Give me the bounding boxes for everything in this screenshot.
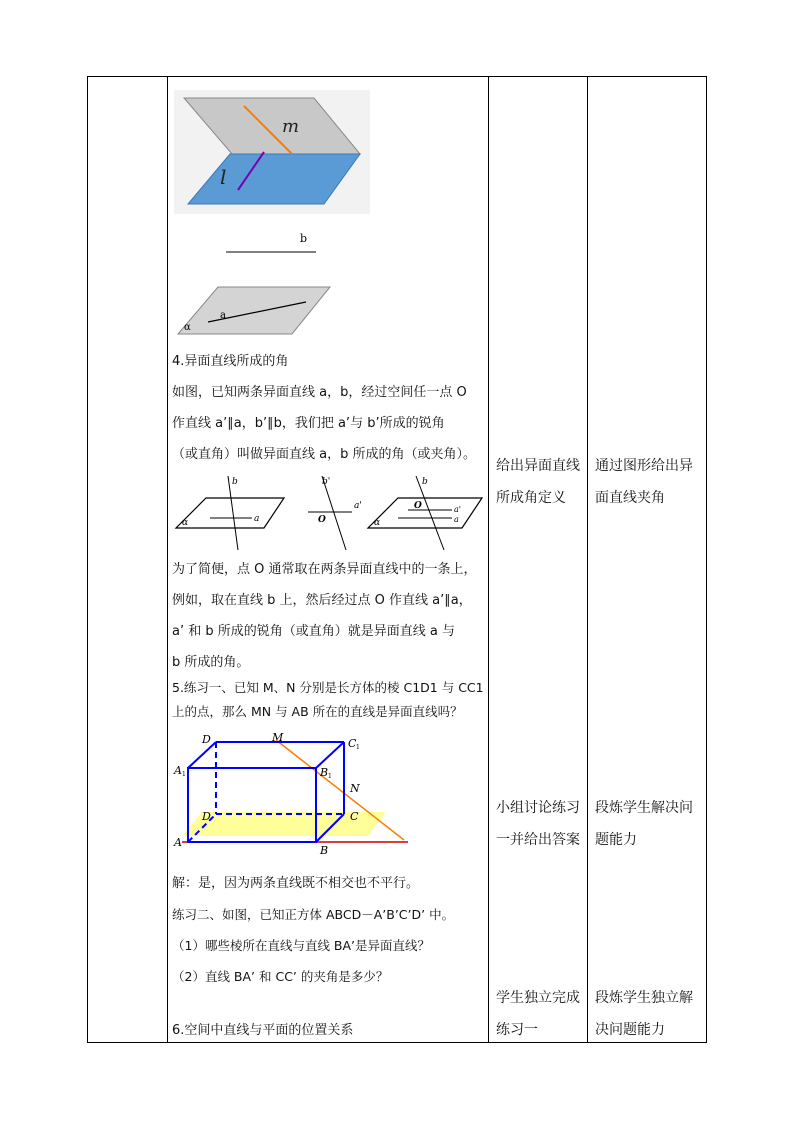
section-4-line: 作直线 a’∥a，b’∥b，我们把 a’与 b’所成的锐角 [172,416,445,431]
col3-row3-line: 学生独立完成 [496,990,580,1006]
edge-B1-C1 [316,742,344,768]
col3-row2 [496,792,580,856]
note-line: b 所成的角。 [172,655,250,670]
table-divider-2 [488,76,489,1043]
label-D: D [202,810,211,823]
label-l: l [220,165,227,189]
col3-row2-line: 一并给出答案 [496,832,580,848]
exercise-2-line: （2）直线 BA’ 和 CC’ 的夹角是多少？ [172,969,389,984]
col3-row1-line: 给出异面直线 [496,458,580,474]
col3-row1 [496,450,580,514]
label-a: a [220,310,226,321]
col4-row2-line: 题能力 [595,832,637,848]
exercise-2-line: 练习二、如图，已知正方体 ABCD－A’B’C’D’ 中。 [172,907,455,922]
line-b-3 [416,476,444,550]
label-D1: D [202,733,211,746]
label-N: N [350,782,360,795]
line-b-2 [322,476,346,550]
exercise-2-line: （1）哪些棱所在直线与直线 BA’是异面直线？ [172,938,431,953]
exercise-1-text [172,676,484,724]
col4-row1-line: 面直线夹角 [595,490,665,506]
table-divider-1 [167,76,168,1043]
label-a-3: a [454,515,459,524]
col4-row1 [595,450,693,514]
label-M: M [272,731,284,744]
label-m: m [282,116,300,137]
note-line: 为了简便，点 O 通常取在两条异面直线中的一条上， [172,562,477,577]
col4-row3-line: 段炼学生独立解 [595,990,693,1006]
figure-skew-angle [172,472,486,552]
figure-plane-alpha [174,282,336,340]
label-a-prime: a' [354,501,362,511]
table-border-top [87,76,707,77]
label-A1-sub: 1 [182,771,186,778]
plane-3 [368,498,482,528]
label-alpha-3: α [374,518,381,528]
plane-alpha [178,287,330,334]
label-B1: B [320,766,329,779]
note-line: 例如，取在直线 b 上，然后经过点 O 作直线 a’∥a， [172,593,472,608]
label-O-3: O [414,501,422,511]
label-C1-sub: 1 [356,744,360,751]
label-a-prime-3: a' [454,505,461,514]
label-alpha: α [184,322,191,333]
label-b-3: b [422,477,428,487]
label-b: b [300,232,308,245]
col4-row2 [595,792,693,856]
answer-line: 解：是，因为两条直线既不相交也不平行。 [172,876,420,891]
answer-exercise-2 [172,870,484,990]
col4-row3 [595,982,693,1046]
figure-two-planes [174,90,370,214]
section-6 [172,1020,484,1042]
col3-row2-line: 小组讨论练习 [496,800,580,816]
label-b-1: b [232,477,238,487]
plane-1 [176,498,284,528]
section-4-text [172,348,484,468]
figure-cuboid [172,730,412,858]
label-B: B [320,844,329,857]
col3-row3-line: 练习一 [496,1022,538,1038]
label-A1: A [174,764,182,777]
label-A: A [174,836,182,849]
col4-row2-line: 段炼学生解决问 [595,800,693,816]
table-divider-3 [587,76,588,1043]
label-C1: C [348,737,357,750]
label-O-2: O [318,515,326,525]
label-C: C [350,810,359,823]
table-border-right [706,76,707,1043]
section-4-line: （或直角）叫做异面直线 a，b 所成的角（或夹角）。 [172,447,476,462]
table-border-left [87,76,88,1043]
exercise-1-line: 上的点，那么 MN 与 AB 所在的直线是异面直线吗？ [172,704,463,719]
label-b-prime: b' [322,477,331,487]
col4-row1-line: 通过图形给出异 [595,458,693,474]
section-4-line: 如图，已知两条异面直线 a，b，经过空间任一点 O [172,385,467,400]
col3-row1-line: 所成角定义 [496,490,566,506]
col3-row3 [496,982,580,1046]
exercise-1-line: 5.练习一、已知 M、N 分别是长方体的棱 C1D1 与 CC1 [172,680,484,695]
note-text [172,556,484,676]
col4-row3-line: 决问题能力 [595,1022,665,1038]
figure-line-b [220,228,330,258]
label-alpha-1: α [182,518,189,528]
label-a-1: a [254,514,260,524]
label-B1-sub: 1 [328,773,332,780]
note-line: a’ 和 b 所成的锐角（或直角）就是异面直线 a 与 [172,624,455,639]
line-b-1 [228,476,238,550]
section-6-title: 6.空间中直线与平面的位置关系 [172,1023,354,1038]
section-4-title: 4.异面直线所成的角 [172,354,289,369]
